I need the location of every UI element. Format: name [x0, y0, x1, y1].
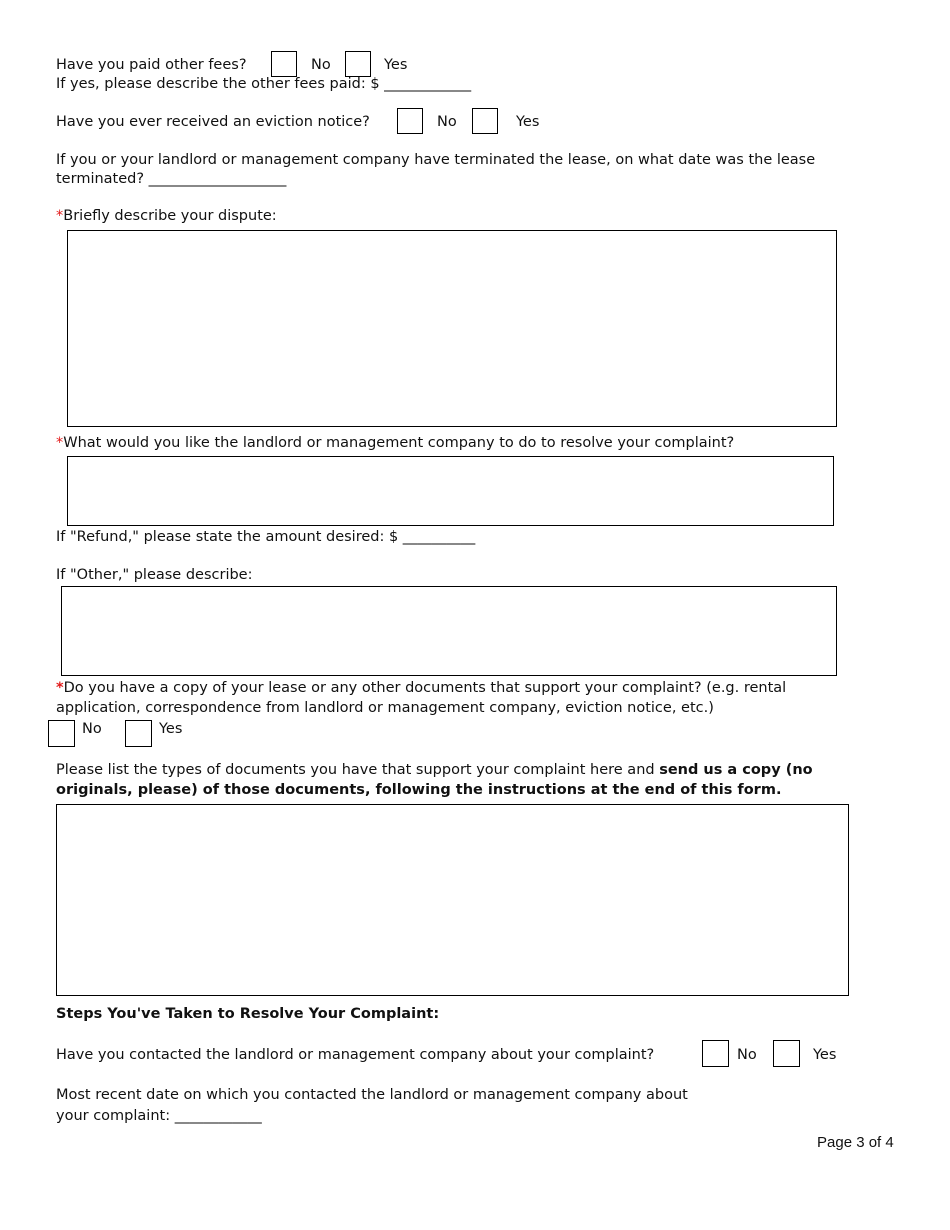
contacted-no-label: No: [737, 1047, 757, 1063]
eviction-yes-label: Yes: [516, 114, 540, 130]
required-mark: *: [56, 680, 64, 696]
other-textarea[interactable]: [61, 586, 837, 676]
contacted-yes-checkbox[interactable]: [773, 1040, 800, 1067]
eviction-yes-checkbox[interactable]: [472, 108, 498, 134]
documents-yes-label: Yes: [159, 721, 183, 737]
termination-date-field[interactable]: terminated? ___________________: [56, 171, 287, 187]
resolve-label: *What would you like the landlord or management company to do to resolve your complaint?: [56, 435, 735, 451]
dispute-label: *Briefly describe your dispute:: [56, 208, 277, 224]
documents-no-label: No: [82, 721, 102, 737]
other-fees-yes-label: Yes: [384, 57, 408, 73]
eviction-no-label: No: [437, 114, 457, 130]
document-list-textarea[interactable]: [56, 804, 849, 996]
other-label: If "Other," please describe:: [56, 567, 253, 583]
document-list-instructions-line2: originals, please) of those documents, following the instructions at the end of this form.: [56, 782, 782, 798]
eviction-question: Have you ever received an eviction notice?: [56, 114, 370, 130]
resolve-textarea[interactable]: [67, 456, 834, 526]
other-fees-no-checkbox[interactable]: [271, 51, 297, 77]
other-fees-describe-field[interactable]: If yes, please describe the other fees paid: $ ____________: [56, 76, 472, 92]
other-fees-question: Have you paid other fees?: [56, 57, 247, 73]
steps-heading: Steps You've Taken to Resolve Your Complaint:: [56, 1006, 440, 1022]
eviction-no-checkbox[interactable]: [397, 108, 423, 134]
contacted-yes-label: Yes: [813, 1047, 837, 1063]
contacted-question: Have you contacted the landlord or management company about your complaint?: [56, 1047, 655, 1063]
required-mark: *: [56, 208, 64, 224]
document-list-instructions: Please list the types of documents you have that support your complaint here and send us a copy (no: [56, 762, 813, 778]
documents-yes-checkbox[interactable]: [125, 720, 152, 747]
other-fees-yes-checkbox[interactable]: [345, 51, 371, 77]
dispute-textarea[interactable]: [67, 230, 837, 427]
recent-contact-date-field[interactable]: your complaint: ____________: [56, 1108, 262, 1124]
required-mark: *: [56, 435, 64, 451]
page-number: Page 3 of 4: [817, 1134, 894, 1151]
documents-question-line2: application, correspondence from landlord or management company, eviction notice, etc.): [56, 700, 714, 716]
documents-question: *Do you have a copy of your lease or any other documents that support your complaint? (e.g. rental: [56, 680, 787, 696]
refund-amount-field[interactable]: If "Refund," please state the amount desired: $ __________: [56, 529, 476, 545]
recent-contact-date-label: Most recent date on which you contacted the landlord or management company about: [56, 1087, 688, 1103]
other-fees-no-label: No: [311, 57, 331, 73]
contacted-no-checkbox[interactable]: [702, 1040, 729, 1067]
termination-question: If you or your landlord or management company have terminated the lease, on what date was the lease: [56, 152, 816, 168]
documents-no-checkbox[interactable]: [48, 720, 75, 747]
